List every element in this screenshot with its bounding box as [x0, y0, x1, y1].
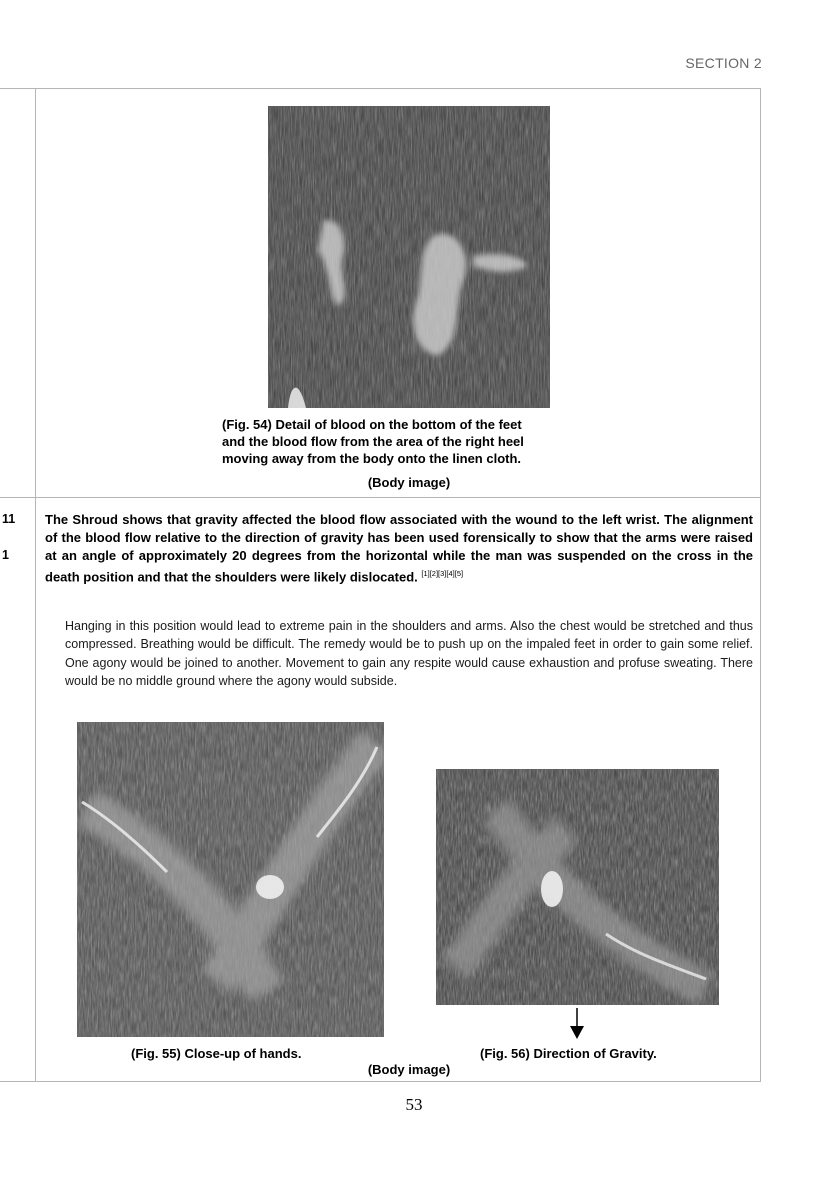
lead-paragraph: [45, 511, 753, 586]
body-paragraph: Hanging in this position would lead to extreme pain in the shoulders and arms. Also the chest would be stretched and thus compressed. Breathing would be difficult. The remedy would be to push up on the impaled feet in order to gain some relief. One agony would be joined to another. Movement to gain any respite would cause exhaustion and profuse sweating. There would be no middle ground where the agony would subside.: [65, 619, 753, 689]
section-header: SECTION 2: [685, 55, 762, 71]
row-sub-number: 1: [2, 548, 9, 562]
shroud-feet-blood-photo: [268, 106, 550, 408]
down-arrow-icon: [569, 1008, 585, 1040]
shroud-wrist-gravity-photo: [436, 769, 719, 1005]
fig55-caption: (Fig. 55) Close-up of hands.: [131, 1046, 302, 1061]
reference-citations[interactable]: [1][2][3][4][5]: [421, 569, 464, 578]
shroud-hands-photo: [77, 722, 384, 1037]
table-right-border: [760, 88, 761, 1082]
table-bottom-border: [0, 1081, 761, 1082]
fig54-caption: [222, 416, 622, 467]
fig56-caption: (Fig. 56) Direction of Gravity.: [480, 1046, 657, 1061]
table-top-border: [0, 88, 761, 89]
row-number: 11: [2, 512, 16, 526]
lead-text: The Shroud shows that gravity affected the blood flow associated with the wound to the left wrist. The alignment of the blood flow relative to the direction of gravity has been used forensically to show that the arms were raised at an angle of approximately 20 degrees from the horizontal while the man was suspended on the cross in the death position and that the shoulders were likely dislocated.: [45, 512, 753, 585]
fig54-caption-line: (Fig. 54) Detail of blood on the bottom of the feet: [222, 417, 522, 432]
table-column-divider: [35, 88, 36, 1082]
fig54-caption-line: moving away from the body onto the linen cloth.: [222, 451, 522, 466]
fig54-body-image-label: (Body image): [367, 475, 451, 490]
fig54-caption-line: and the blood flow from the area of the right heel: [222, 434, 524, 449]
lower-body-image-label: (Body image): [367, 1062, 451, 1077]
table-row-divider: [0, 497, 761, 498]
page-number: 53: [405, 1095, 423, 1114]
